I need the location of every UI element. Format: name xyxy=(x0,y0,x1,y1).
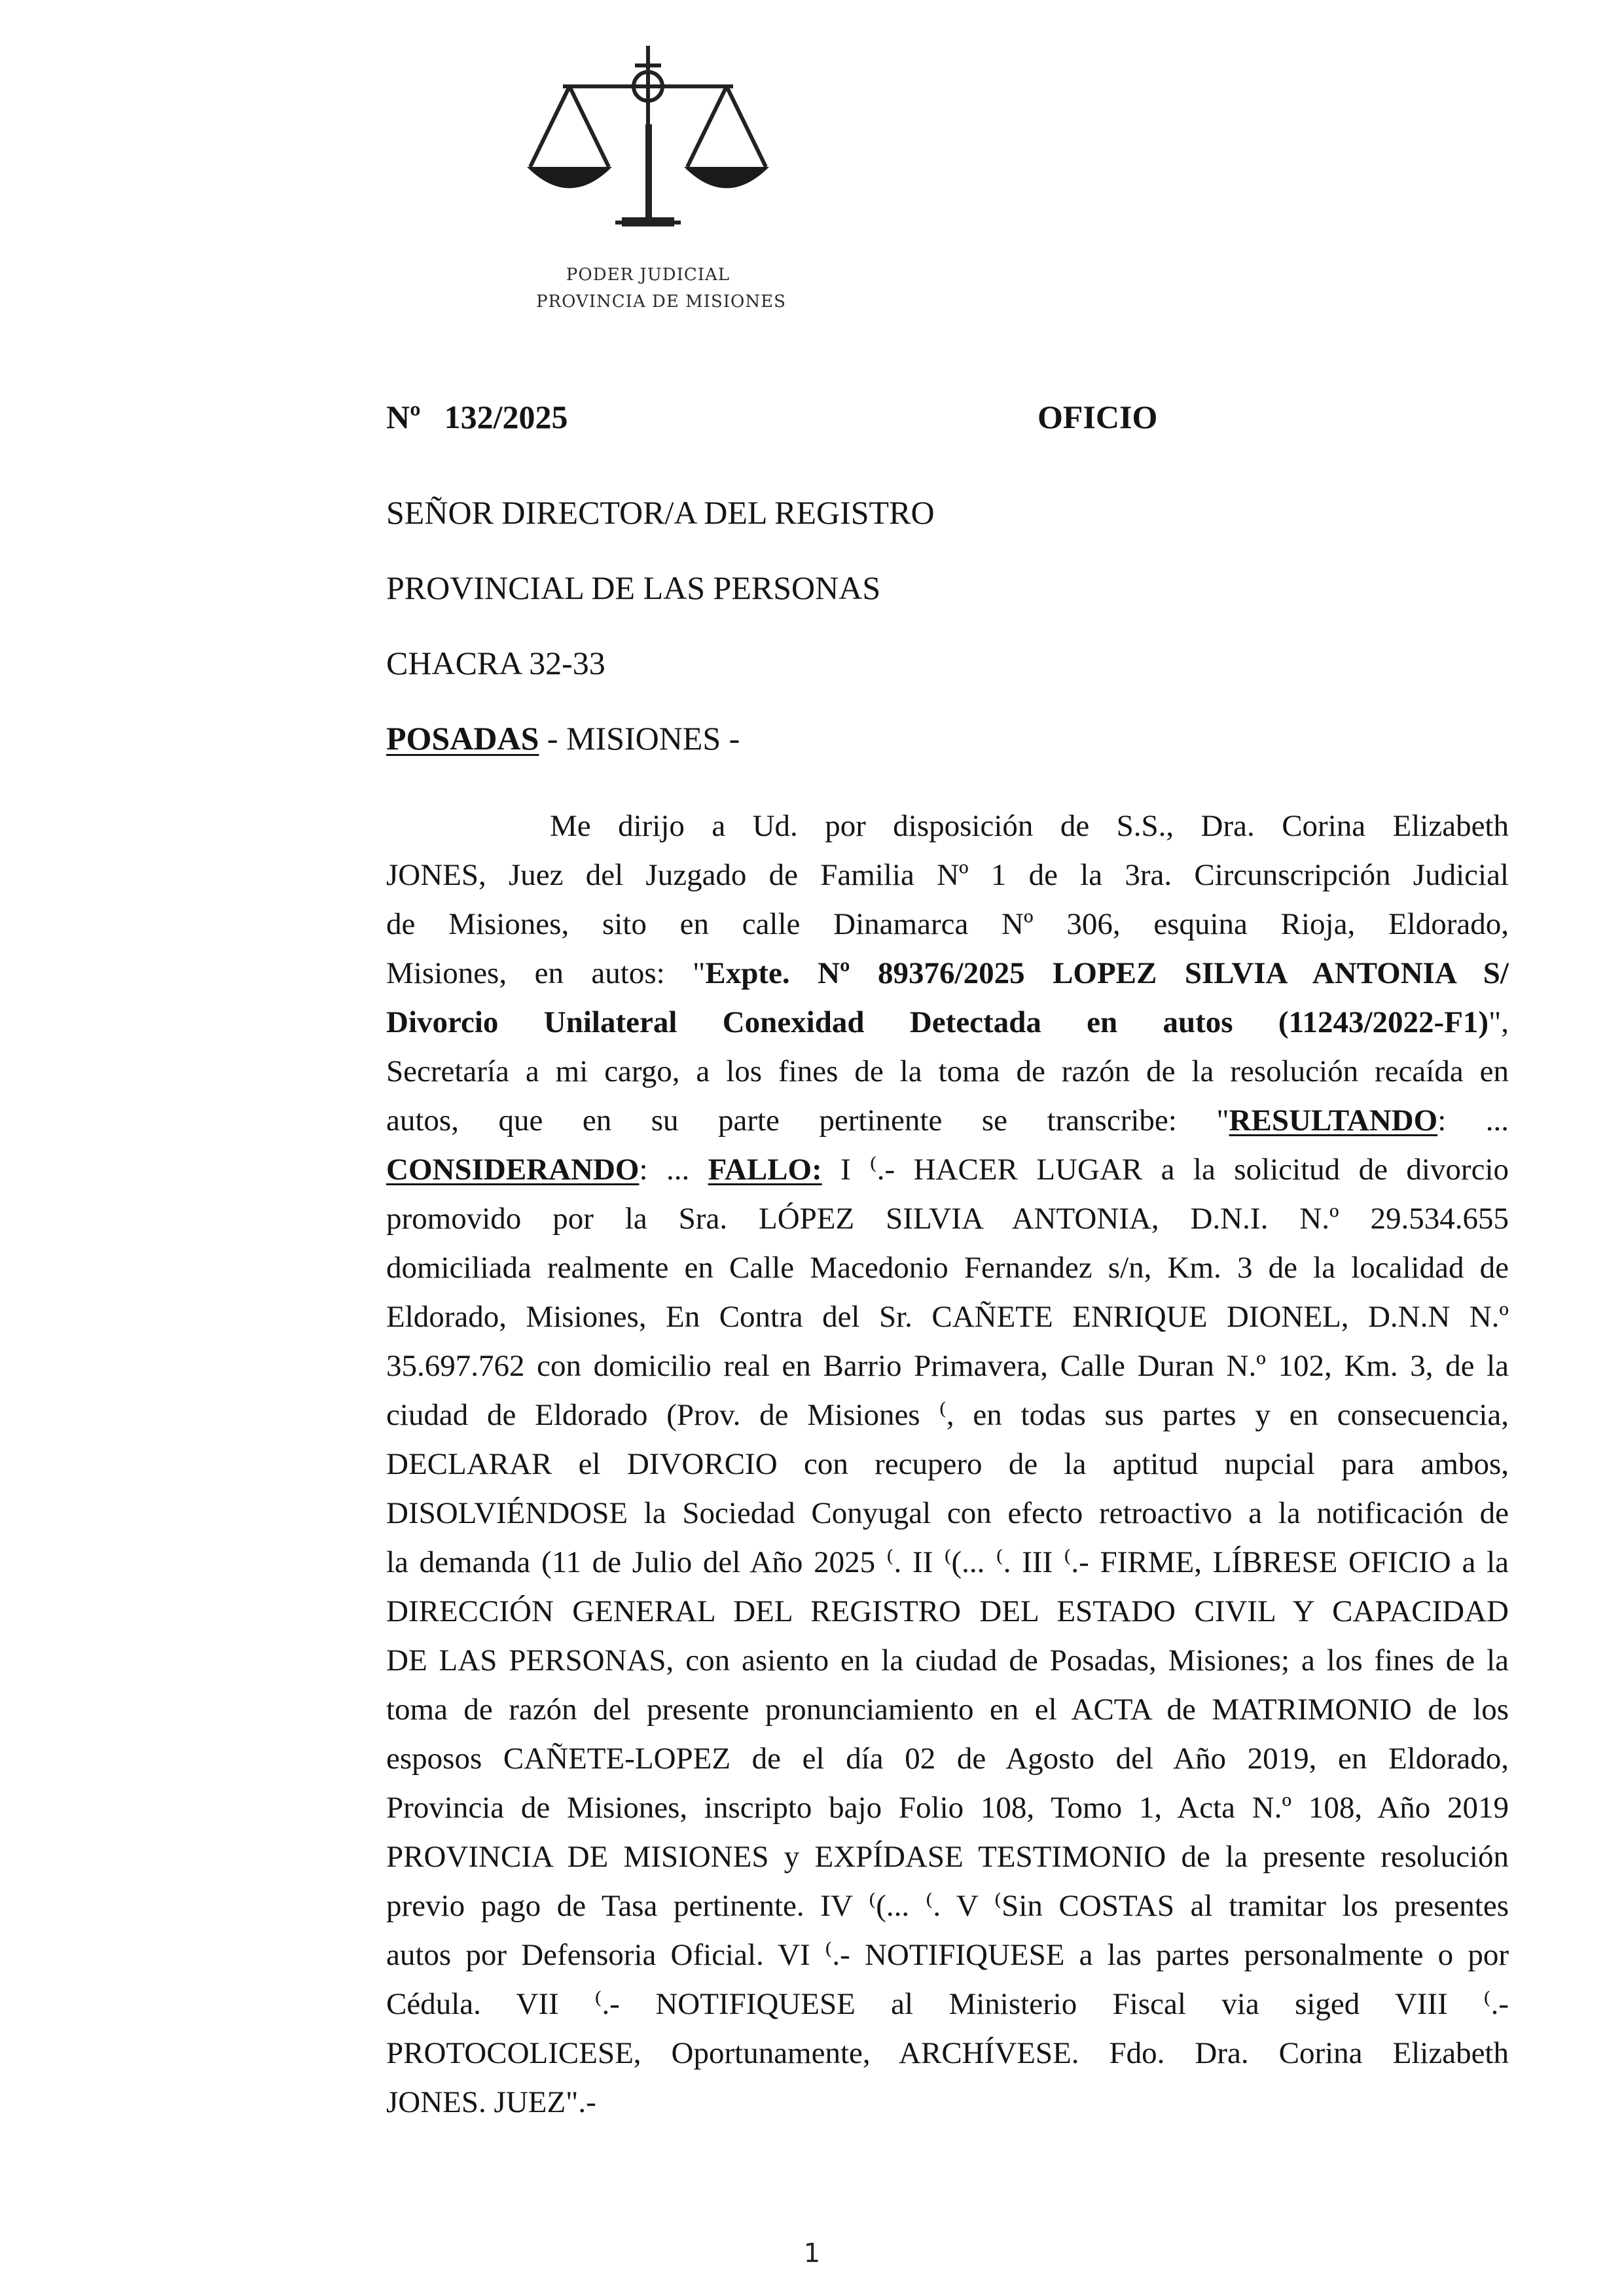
document-type: OFICIO xyxy=(1038,399,1158,435)
document-number xyxy=(386,398,568,436)
body-text: : ... xyxy=(1437,1103,1509,1138)
body-line xyxy=(386,1145,1509,1194)
considerando-heading: CONSIDERANDO xyxy=(386,1153,640,1187)
body-line: DIRECCIÓN GENERAL DEL REGISTRO DEL ESTADO CIVIL Y CAPACIDAD xyxy=(386,1594,1509,1628)
body-line: promovido por la Sra. LÓPEZ SILVIA ANTONIA, D.N.I. N.º 29.534.655 xyxy=(386,1202,1509,1236)
body-line: toma de razón del presente pronunciamiento en el ACTA de MATRIMONIO de los xyxy=(386,1693,1509,1727)
body-line: JONES, Juez del Juzgado de Familia Nº 1 de la 3ra. Circunscripción Judicial xyxy=(386,858,1509,892)
body-line: DECLARAR el DIVORCIO con recupero de la aptitud nupcial para ambos, xyxy=(386,1447,1509,1481)
body-line: la demanda (11 de Julio del Año 2025 ⁽. II ⁽(... ⁽. III ⁽.- FIRME, LÍBRESE OFICIO a la xyxy=(386,1545,1509,1579)
body-line: PROVINCIA DE MISIONES y EXPÍDASE TESTIMONIO de la presente resolución xyxy=(386,1840,1509,1874)
case-reference: Expte. Nº 89376/2025 LOPEZ SILVIA ANTONIA S/ xyxy=(705,956,1509,990)
body-line: ciudad de Eldorado (Prov. de Misiones ⁽, en todas sus partes y en consecuencia, xyxy=(386,1398,1509,1432)
logo-text-line2: PROVINCIA DE MISIONES xyxy=(536,292,786,312)
body-line: Cédula. VII ⁽.- NOTIFIQUESE al Ministerio Fiscal via siged VIII ⁽.- xyxy=(386,1987,1509,2021)
body-text: I ⁽.- HACER LUGAR a la solicitud de divorcio xyxy=(821,1153,1509,1187)
number-value: 132/2025 xyxy=(444,399,568,435)
addressee-line2: PROVINCIAL DE LAS PERSONAS xyxy=(386,569,881,606)
body-text: autos, que en su parte pertinente se transcribe: " xyxy=(386,1103,1229,1138)
case-reference-cont: Divorcio Unilateral Conexidad Detectada en autos (11243/2022-F1) xyxy=(386,1005,1489,1039)
body-line: Secretaría a mi cargo, a los fines de la toma de razón de la resolución recaída en xyxy=(386,1054,1509,1088)
body-text: ", xyxy=(1489,1005,1509,1039)
addressee-line3: CHACRA 32-33 xyxy=(386,645,605,681)
body-line: Eldorado, Misiones, En Contra del Sr. CAÑETE ENRIQUE DIONEL, D.N.N N.º xyxy=(386,1300,1509,1334)
body-line: Provincia de Misiones, inscripto bajo Folio 108, Tomo 1, Acta N.º 108, Año 2019 xyxy=(386,1791,1509,1825)
page-number: 1 xyxy=(803,2238,821,2269)
resultando-heading: RESULTANDO xyxy=(1229,1103,1438,1138)
body-line: previo pago de Tasa pertinente. IV ⁽(... ⁽. V ⁽Sin COSTAS al tramitar los presentes xyxy=(386,1889,1509,1923)
body-line: domiciliada realmente en Calle Macedonio Fernandez s/n, Km. 3 de la localidad de xyxy=(386,1251,1509,1285)
document-body xyxy=(386,802,1509,2127)
judicial-logo xyxy=(517,39,792,312)
fallo-heading: FALLO: xyxy=(708,1153,822,1187)
addressee-line1: SEÑOR DIRECTOR/A DEL REGISTRO xyxy=(386,494,935,531)
body-line: esposos CAÑETE-LOPEZ de el día 02 de Agosto del Año 2019, en Eldorado, xyxy=(386,1742,1509,1776)
body-line xyxy=(386,1096,1509,1145)
logo-text-line1: PODER JUDICIAL xyxy=(566,265,731,285)
body-line-last: JONES. JUEZ".- xyxy=(386,2085,596,2119)
number-label: Nº xyxy=(386,399,421,435)
body-line: DE LAS PERSONAS, con asiento en la ciudad de Posadas, Misiones; a los fines de la xyxy=(386,1643,1509,1677)
body-line: autos por Defensoria Oficial. VI ⁽.- NOTIFIQUESE a las partes personalmente o por xyxy=(386,1938,1509,1972)
scales-of-justice-icon xyxy=(517,39,779,262)
body-line: DISOLVIÉNDOSE la Sociedad Conyugal con efecto retroactivo a la notificación de xyxy=(386,1496,1509,1530)
body-line: 35.697.762 con domicilio real en Barrio Primavera, Calle Duran N.º 102, Km. 3, de la xyxy=(386,1349,1509,1383)
body-text: : ... xyxy=(639,1153,708,1187)
body-line xyxy=(386,949,1509,998)
body-line: Me dirijo a Ud. por disposición de S.S., Dra. Corina Elizabeth xyxy=(550,809,1509,843)
body-text: Misiones, en autos: " xyxy=(386,956,706,990)
addressee-city: POSADAS xyxy=(386,720,539,757)
addressee-city-line xyxy=(386,719,740,757)
body-line: de Misiones, sito en calle Dinamarca Nº 306, esquina Rioja, Eldorado, xyxy=(386,907,1509,941)
body-line xyxy=(386,998,1509,1047)
addressee-province: - MISIONES - xyxy=(539,720,740,757)
body-line: PROTOCOLICESE, Oportunamente, ARCHÍVESE. Fdo. Dra. Corina Elizabeth xyxy=(386,2036,1509,2070)
